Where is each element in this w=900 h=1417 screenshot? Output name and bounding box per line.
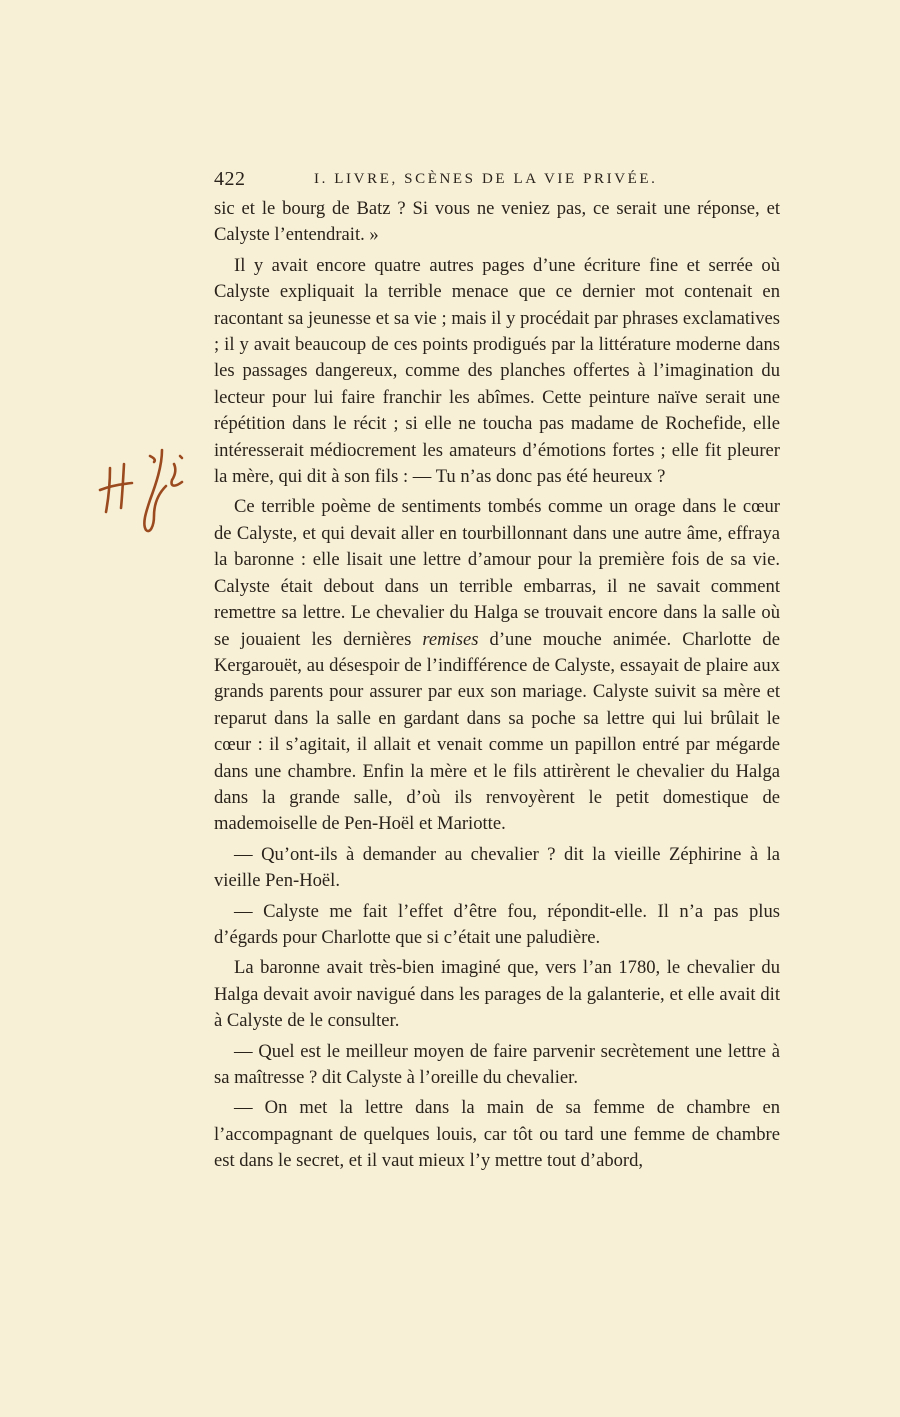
page-number: 422 [214, 168, 246, 190]
paragraph [214, 494, 780, 837]
handwritten-margin-note [96, 446, 196, 536]
dialogue-line: — On met la lettre dans la main de sa femme de chambre en l’accompagnant de quelques louis, car tôt ou tard une femme de chambre est dans le secret, et il vaut mieux l’y mettre tout d’abord, [214, 1097, 780, 1172]
page-header [214, 168, 780, 196]
paragraph: Il y avait encore quatre autres pages d’une écriture fine et serrée où Calyste expliquait la terrible menace que ce dernier mot contenait en racontant sa jeunesse et sa vie ; mais il y procédait par phrases exclamatives ; il y avait beaucoup de ces points prodigués par la littérature moderne dans les passages dangereux, comme des planches offertes à l’imagination du lecteur pour lui faire franchir les abîmes. Cette peinture naïve serait une répétition dans le récit ; si elle ne toucha pas madame de Rochefide, elle intéresserait médiocrement les amateurs d’émotions fortes ; elle fit pleurer la mère, qui dit à son fils : — Tu n’as donc pas été heureux ? [214, 254, 780, 488]
running-title: I. LIVRE, SCÈNES DE LA VIE PRIVÉE. [314, 171, 658, 187]
paragraph: La baronne avait très-bien imaginé que, vers l’an 1780, le chevalier du Halga devait avoir navigué dans les parages de la galanterie, et elle avait dit à Calyste de le consulter. [214, 957, 780, 1032]
paragraph-continuation: sic et le bourg de Batz ? Si vous ne veniez pas, ce serait une réponse, et Calyste l’entendrait. » [214, 198, 780, 246]
dialogue-line: — Qu’ont-ils à demander au chevalier ? dit la vieille Zéphirine à la vieille Pen-Hoël. [214, 843, 780, 892]
dialogue-line: — Calyste me fait l’effet d’être fou, répondit-elle. Il n’a pas plus d’égards pour Charlotte que si c’était une paludière. [214, 900, 780, 948]
paragraph-text: Ce terrible poème de sentiments tombés comme un orage dans le cœur de Calyste, et qui devait aller en tourbillonnant dans une autre âme, effraya la baronne : elle lisait une lettre d’amour pour la première fois de sa vie. Calyste était debout dans un terrible embarras, il ne savait comment remettre sa lettre. Le chevalier du Halga se trouvait encore dans la salle où se jouaient les dernières [214, 496, 780, 650]
paragraph-text: d’une mouche animée. Charlotte de Kergarouët, au désespoir de l’indifférence de Calyste, essayait de plaire aux grands parents pour assurer par eux son mariage. Calyste suivit sa mère et reparut dans la salle en gardant dans sa poche sa lettre qui lui brûlait le cœur : il s’agitait, il allait et venait comme un papillon entré par mégarde dans une chambre. Enfin la mère et le fils attirèrent le chevalier du Halga dans la grande salle, d’où ils renvoyèrent le petit domestique de mademoiselle de Pen-Hoël et Mariotte. [214, 628, 780, 835]
dialogue-line: — Quel est le meilleur moyen de faire parvenir secrètement une lettre à sa maîtresse ? dit Calyste à l’oreille du chevalier. [214, 1040, 780, 1088]
italic-word: remises [422, 628, 479, 650]
body-text [214, 196, 780, 1179]
